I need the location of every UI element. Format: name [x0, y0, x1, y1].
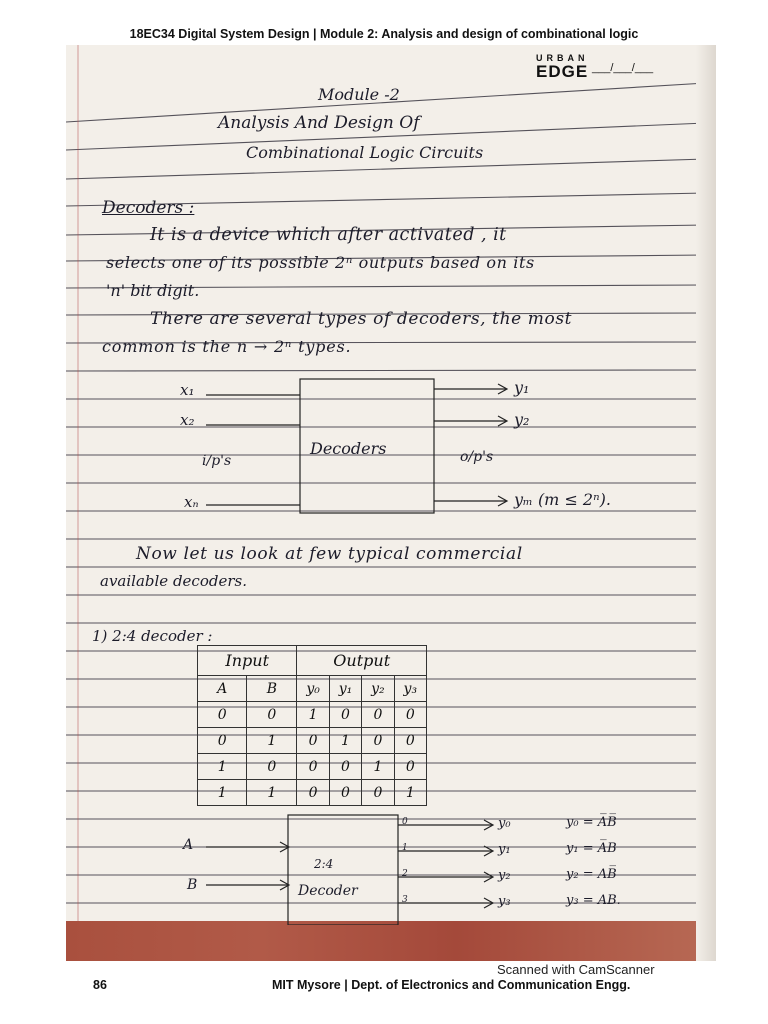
table-cell: 1	[394, 780, 426, 806]
table-cell: 0	[297, 780, 329, 806]
output-y0: y₀	[498, 816, 511, 831]
pin-number-3: 3	[402, 895, 408, 905]
paragraph-1-line-3: 'n' bit digit.	[106, 281, 200, 300]
outputs-caption: o/p's	[460, 449, 494, 465]
paragraph-2-line-2: common is the n → 2ⁿ types.	[102, 337, 352, 356]
title-line-2: Combinational Logic Circuits	[246, 143, 484, 162]
decoder-block-label: Decoders	[310, 439, 387, 458]
brand-logo-text: EDGE	[536, 62, 589, 81]
table-cell: 0	[362, 728, 394, 754]
table-cell: 0	[394, 702, 426, 728]
decoder-2to4-heading: 1) 2:4 decoder :	[92, 627, 213, 645]
paragraph-3-line-2: available decoders.	[100, 572, 247, 590]
decoder-input-b: B	[187, 877, 198, 893]
table-cell: 0	[198, 728, 247, 754]
scanner-watermark: Scanned with CamScanner	[497, 962, 655, 977]
table-cell: 0	[247, 702, 297, 728]
output-label-y1: y₁	[514, 378, 530, 397]
page-number: 86	[93, 978, 107, 992]
truth-table-output-header: Output	[297, 646, 427, 676]
table-cell: 1	[198, 780, 247, 806]
table-row	[198, 702, 427, 728]
table-cell: 0	[198, 702, 247, 728]
input-label-xn: xₙ	[184, 493, 199, 511]
truth-table-column-header: y₂	[362, 676, 394, 702]
section-heading: Decoders :	[102, 198, 195, 218]
table-row	[198, 754, 427, 780]
table-cell: 0	[362, 780, 394, 806]
output-label-y2: y₂	[514, 410, 530, 429]
table-cell: 0	[297, 754, 329, 780]
footer-institution: MIT Mysore | Dept. of Electronics and Communication Engg.	[272, 978, 631, 992]
truth-table-column-header: A	[198, 676, 247, 702]
truth-table	[197, 645, 427, 806]
truth-table-column-header: y₃	[394, 676, 426, 702]
table-cell: 0	[247, 754, 297, 780]
table-row	[198, 728, 427, 754]
paragraph-1-line-1: It is a device which after activated , it	[150, 225, 507, 245]
output-y1: y₁	[498, 842, 511, 857]
table-cell: 1	[362, 754, 394, 780]
equation-y3: y₃ = AB.	[566, 893, 621, 908]
brand-date-field: ___/___/___	[592, 62, 654, 74]
decoder-input-a: A	[183, 837, 194, 853]
paragraph-3-line-1: Now let us look at few typical commercial	[136, 544, 523, 564]
table-cell: 0	[297, 728, 329, 754]
document-header: 18EC34 Digital System Design | Module 2: Analysis and design of combinational logic	[129, 27, 639, 41]
table-cell: 1	[329, 728, 361, 754]
table-cell: 1	[198, 754, 247, 780]
paragraph-1-line-2: selects one of its possible 2ⁿ outputs based on its	[106, 253, 535, 272]
pin-number-1: 1	[402, 843, 408, 853]
title-line-1: Analysis And Design Of	[218, 113, 420, 133]
decoder-block-name: Decoder	[298, 883, 358, 899]
table-cell: 0	[329, 754, 361, 780]
equation-y2: y₂ = AB̅	[566, 867, 617, 882]
output-y2: y₂	[498, 868, 511, 883]
module-heading: Module -2	[318, 85, 400, 104]
pin-number-2: 2	[402, 869, 408, 879]
table-row	[198, 780, 427, 806]
decoder-block-ratio: 2:4	[314, 857, 334, 871]
table-cell: 0	[329, 702, 361, 728]
brand-small-text: URBAN	[536, 53, 589, 63]
decoder-block-diagram	[66, 365, 716, 525]
truth-table-column-header: B	[247, 676, 297, 702]
table-cell: 0	[394, 754, 426, 780]
table-cell: 1	[247, 728, 297, 754]
truth-table-input-header: Input	[198, 646, 297, 676]
table-cell: 0	[362, 702, 394, 728]
pin-number-0: 0	[402, 817, 408, 827]
output-y3: y₃	[498, 894, 511, 909]
input-label-x1: x₁	[180, 381, 195, 399]
truth-table-column-header: y₁	[329, 676, 361, 702]
output-label-ym: yₘ (m ≤ 2ⁿ).	[514, 490, 611, 509]
inputs-caption: i/p's	[202, 453, 232, 469]
notebook-page	[66, 45, 716, 961]
equation-y0: y₀ = A̅B̅	[566, 815, 617, 830]
paragraph-2-line-1: There are several types of decoders, the most	[150, 309, 573, 329]
table-cell: 0	[394, 728, 426, 754]
equation-y1: y₁ = A̅B	[566, 841, 617, 856]
truth-table-column-header: y₀	[297, 676, 329, 702]
table-cell: 0	[329, 780, 361, 806]
input-label-x2: x₂	[180, 411, 195, 429]
table-cell: 1	[247, 780, 297, 806]
table-cell: 1	[297, 702, 329, 728]
